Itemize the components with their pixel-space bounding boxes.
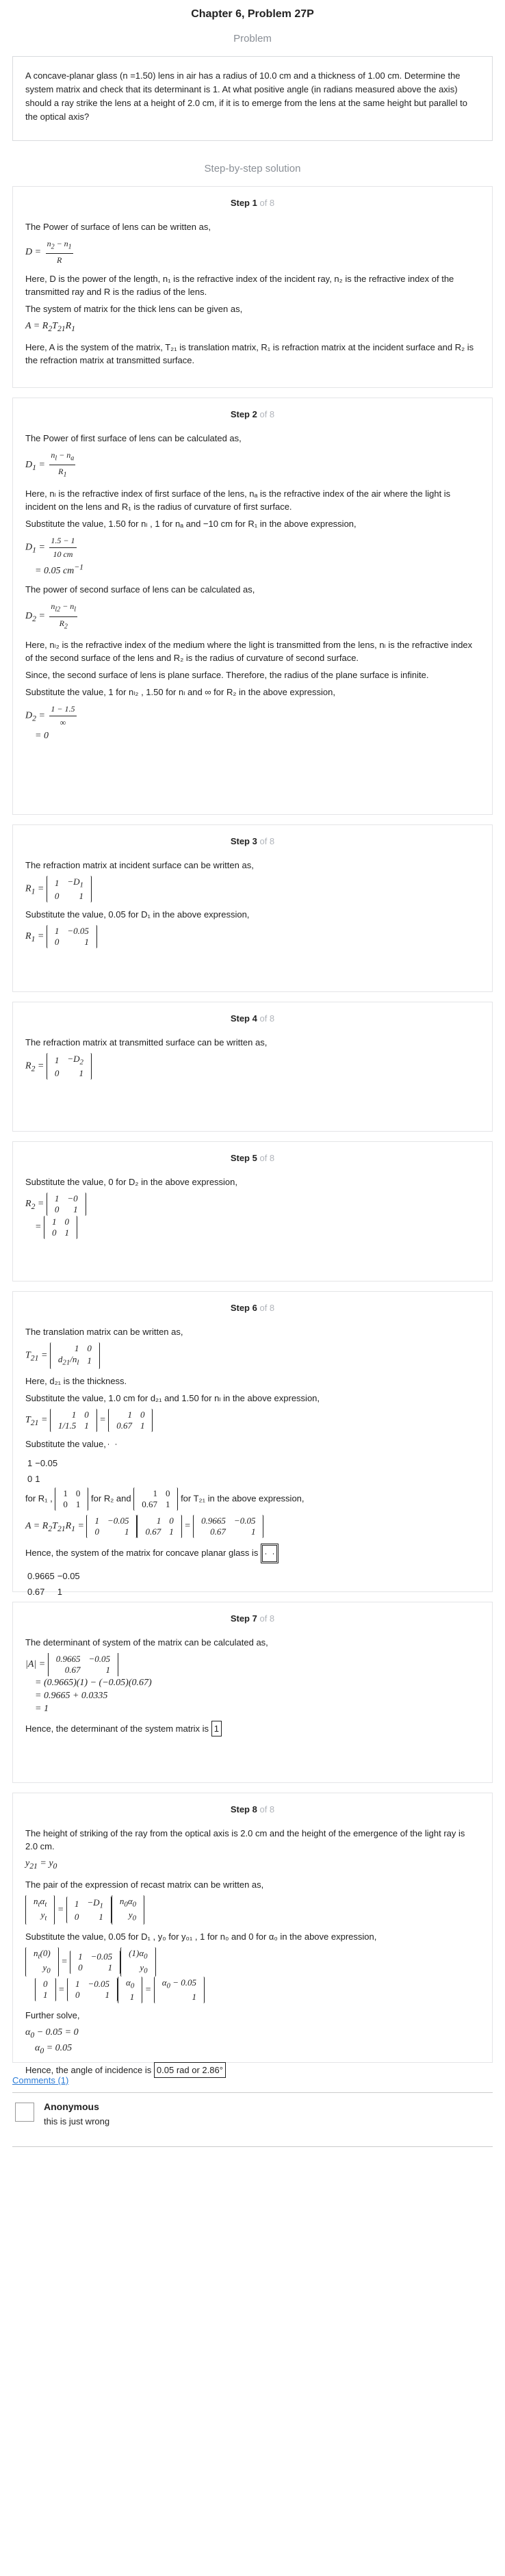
step-7-eq-det: |A| = 0.9665 −0.05 0.67 1 = (0.9665)(1) − (−0.05)(0.67) = 0.9665 + 0.0335 = 1: [25, 1654, 152, 1714]
step-6-eq-system: $A = R_2T_{21}R_1$ = 1 −0.05 0 1 1 0 0.67 1 = 0.9665 −0.05 0.67 1: [25, 1515, 480, 1538]
step-8-text-1: The height of striking of the ray from the optical axis is 2.0 cm and the height of the emergence of the light ray is 2.0 cm.: [25, 1828, 465, 1851]
problem-label: Problem: [233, 33, 272, 44]
step-8-eq-heights: $y_{21} = y_0$: [25, 1858, 57, 1871]
step-6-text-3: Substitute the value, 1.0 cm for d₂₁ and 1.50 for nₗ in the above expression,: [25, 1392, 320, 1403]
step-6-text-4: Substitute the value,: [25, 1437, 480, 1450]
step-5-eq-r2-value: $R_2$ = 1 −0 0 1 = 1 0 0 1: [25, 1193, 480, 1239]
step-4-eq-r2: $R_2$ = 1 $-D_2$ 0 1: [25, 1053, 480, 1080]
step-6-header: Step 6 of 8: [230, 1303, 275, 1313]
step-1: [12, 186, 493, 388]
step-3: [12, 824, 493, 992]
step-6-text-1: The translation matrix can be written as,: [25, 1327, 183, 1337]
step-7-text-1: The determinant of system of the matrix can be calculated as,: [25, 1637, 268, 1648]
step-8-eq-recast: $n_t\alpha_t$ $y_t$ = 1 $-D_1$ 0 1 $n_0\alpha_0$ $y_0$: [25, 1895, 480, 1925]
step-2-eq-d1: $D_1$ = $\frac{n_l - n_a}{R_1}$: [25, 450, 75, 479]
chapter-title: Chapter 6, Problem 27P: [191, 8, 314, 20]
step-4-text-1: The refraction matrix at transmitted surface can be written as,: [25, 1037, 268, 1048]
step-3-text-2: Substitute the value, 0.05 for D₁ in the above expression,: [25, 909, 250, 920]
step-8-answer: 0.05 rad or 2.86°: [154, 2062, 226, 2078]
step-1-text-3: The system of matrix for the thick lens can be given as,: [25, 304, 243, 315]
step-2-header: Step 2 of 8: [230, 409, 275, 419]
step-1-text-4: Here, A is the system of the matrix, T₂₁ is translation matrix, R₁ is refraction matrix at the incident surface and R₂ is the refraction matrix at transmitted surface.: [25, 342, 474, 366]
step-6-text-5: Hence, the system of the matrix for concave planar glass is: [25, 1544, 480, 1563]
step-8-text-2: The pair of the expression of recast matrix can be written as,: [25, 1879, 264, 1890]
step-3-eq-r1-value: $R_1$ = 1 −0.05 0 1: [25, 925, 480, 948]
step-3-header: Step 3 of 8: [230, 836, 275, 846]
step-4-header: Step 4 of 8: [230, 1013, 275, 1024]
step-1-eq-power: D = $\frac{n_2 - n_1}{R}$: [25, 239, 72, 265]
step-6-eq-t21: $T_{21}$ = 1 0 $d_{21}/n_l$ 1: [25, 1342, 480, 1369]
step-1-header: Step 1 of 8: [230, 198, 275, 208]
step-1-text-1: The Power of surface of lens can be written as,: [25, 222, 211, 232]
step-2-text-1: The Power of first surface of lens can be calculated as,: [25, 433, 242, 443]
step-2-text-3: Substitute the value, 1.50 for nₗ , 1 for nₐ and −10 cm for R₁ in the above expression,: [25, 518, 357, 529]
step-1-text-2: Here, D is the power of the length, n₁ is the refractive index of the incident ray, n₂ is the refractive index of the transmitted ray and R is the radius of the lens.: [25, 274, 454, 298]
step-3-text-1: The refraction matrix at incident surface can be written as,: [25, 860, 254, 870]
comment-username: Anonymous: [44, 2101, 99, 2112]
step-2: [12, 398, 493, 815]
comment: [12, 2092, 493, 2147]
step-8-eq-substituted: $n_t(0)$ $y_0$ = 1 −0.05 0 1 $(1)\alpha_0$ $y_0$ 0 1 = 1 −0.05 0 1 $\alpha_0$ 1 = $\alpha_0 - 0.05$ 1: [25, 1947, 480, 2003]
step-2-text-2: Here, nₗ is the refractive index of first surface of the lens, nₐ is the refractive index of the air where the light is incident on the lens and R₁ is the radius of curvature of first surface.: [25, 488, 451, 512]
step-8-header: Step 8 of 8: [230, 1804, 275, 1814]
step-8-text-3: Substitute the value, 0.05 for D₁ , y₀ for y₀₁ , 1 for n₀ and 0 for α₀ in the above expression,: [25, 1931, 377, 1942]
step-5: [12, 1141, 493, 1282]
step-6-eq-t21-value: $T_{21}$ = 1 0 1/1.5 1 = 1 0 0.67 1: [25, 1409, 480, 1432]
comments-section: [12, 2075, 493, 2147]
step-2-text-6: Since, the second surface of lens is plane surface. Therefore, the radius of the plane surface is infinite.: [25, 670, 429, 681]
step-6-text-2: Here, d₂₁ is the thickness.: [25, 1375, 127, 1386]
step-7-answer: 1: [211, 1721, 222, 1736]
step-8: [12, 1793, 493, 2076]
step-7-text-2: Hence, the determinant of the system matrix is 1: [25, 1721, 480, 1736]
step-2-text-7: Substitute the value, 1 for nₗ₂ , 1.50 for nₗ and ∞ for R₂ in the above expression,: [25, 687, 335, 698]
step-8-text-4: Further solve,: [25, 2009, 80, 2020]
solution-label: Step-by-step solution: [204, 163, 301, 174]
step-8-eq-solve: $\alpha_0 - 0.05 = 0$ $\alpha_0 = 0.05$: [25, 2027, 79, 2055]
step-2-eq-d2-value: $D_2$ = $\frac{1 - 1.5}{\infty}$ = 0: [25, 704, 75, 742]
comment-text: this is just wrong: [44, 2116, 110, 2126]
step-2-eq-d1-value: $D_1$ = $\frac{1.5 - 1}{10 cm}$ = 0.05 $cm^{-1}$: [25, 535, 83, 577]
step-6: Step 6 of 8 The translation matrix can be written as, $T_{21}$ = 1 0 $d_{21}/n_l$ 1 Here, d₂₁ is the thickness. Substitute the value, 1.0 cm for d₂₁ and 1.50 for nₗ in the above expression, $T_{21}$ = 1 0 1/1.5 1 = 1 0 0.67 1 Substitute the value, 1 −0.05 0 1 for R₁ , 1 0 0 1 for R₂ and 1 0 0.67 1 for T₂₁ in the above expression, $A = R_2T_{21}R_1$ = 1 −0.05 0 1 1 0 0.67 1 = 0.9665 −0.05 0.67 1 Hence, the system of the matrix for concave planar glass is 0.9665 −0.05 0.67 1: [12, 1291, 493, 1592]
step-5-text-1: Substitute the value, 0 for D₂ in the above expression,: [25, 1177, 238, 1187]
step-2-eq-d2: $D_2$ = $\frac{n_{l2} - n_l}{R_2}$: [25, 601, 77, 631]
step-7: [12, 1602, 493, 1783]
problem-statement: A concave-planar glass (n =1.50) lens in air has a radius of 10.0 cm and a thickness of 1.00 cm. Determine the system matrix and check that its determinant is 1. At what positive angle (in radians measured above the axis) should a ray strike the lens at a height of 2.0 cm, if it is to emerge from the lens at the same height but parallel to the optical axis?: [12, 56, 493, 141]
step-3-eq-r1: $R_1$ = 1 $-D_1$ 0 1: [25, 876, 480, 902]
step-5-header: Step 5 of 8: [230, 1153, 275, 1163]
comments-link[interactable]: Comments (1): [12, 2075, 69, 2085]
step-1-eq-system: $A = R_2T_{21}R_1$: [25, 321, 75, 334]
step-2-text-5: Here, nₗ₂ is the refractive index of the medium where the light is transmitted from the lens, nₗ is the refractive index of the second surface of the lens and R₂ is the radius of curvature of second surface.: [25, 640, 473, 664]
step-4: [12, 1002, 493, 1132]
step-8-text-5: Hence, the angle of incidence is 0.05 rad or 2.86°: [25, 2062, 480, 2078]
step-2-text-4: The power of second surface of lens can be calculated as,: [25, 584, 255, 595]
avatar: [15, 2103, 34, 2122]
step-7-header: Step 7 of 8: [230, 1613, 275, 1624]
